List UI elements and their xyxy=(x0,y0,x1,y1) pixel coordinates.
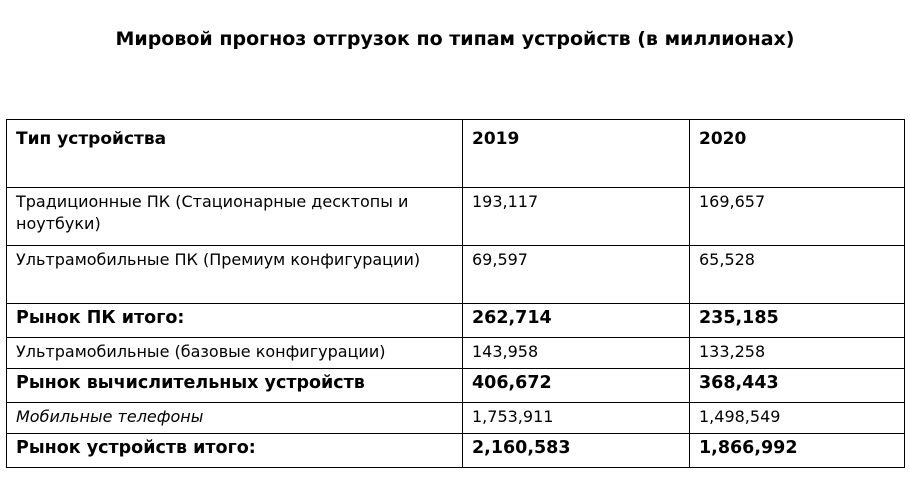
value-2020: 65,528 xyxy=(690,246,905,304)
row-label: Рынок ПК итого: xyxy=(7,304,463,338)
value-2019: 262,714 xyxy=(463,304,690,338)
header-2019: 2019 xyxy=(463,120,690,188)
table-row xyxy=(7,188,905,246)
value-2020: 235,185 xyxy=(690,304,905,338)
header-device-type: Тип устройства xyxy=(7,120,463,188)
value-2019: 193,117 xyxy=(463,188,690,246)
value-2019: 1,753,911 xyxy=(463,403,690,434)
row-label: Мобильные телефоны xyxy=(7,403,463,434)
row-label: Рынок устройств итого: xyxy=(7,434,463,468)
row-label: Ультрамобильные (базовые конфигурации) xyxy=(7,338,463,369)
table-row xyxy=(7,403,905,434)
value-2019: 143,958 xyxy=(463,338,690,369)
table-header-row xyxy=(7,120,905,188)
shipments-table xyxy=(6,119,905,468)
value-2020: 1,498,549 xyxy=(690,403,905,434)
value-2020: 1,866,992 xyxy=(690,434,905,468)
table-row-total xyxy=(7,369,905,403)
header-2020: 2020 xyxy=(690,120,905,188)
value-2019: 406,672 xyxy=(463,369,690,403)
row-label: Традиционные ПК (Стационарные десктопы и ноутбуки) xyxy=(7,188,463,246)
row-label: Рынок вычислительных устройств xyxy=(7,369,463,403)
value-2019: 2,160,583 xyxy=(463,434,690,468)
value-2019: 69,597 xyxy=(463,246,690,304)
value-2020: 368,443 xyxy=(690,369,905,403)
table-row-total xyxy=(7,434,905,468)
page-title: Мировой прогноз отгрузок по типам устройств (в миллионах) xyxy=(115,28,795,50)
value-2020: 133,258 xyxy=(690,338,905,369)
table-row xyxy=(7,246,905,304)
table-row-total xyxy=(7,304,905,338)
table-row xyxy=(7,338,905,369)
value-2020: 169,657 xyxy=(690,188,905,246)
row-label: Ультрамобильные ПК (Премиум конфигурации) xyxy=(7,246,463,304)
